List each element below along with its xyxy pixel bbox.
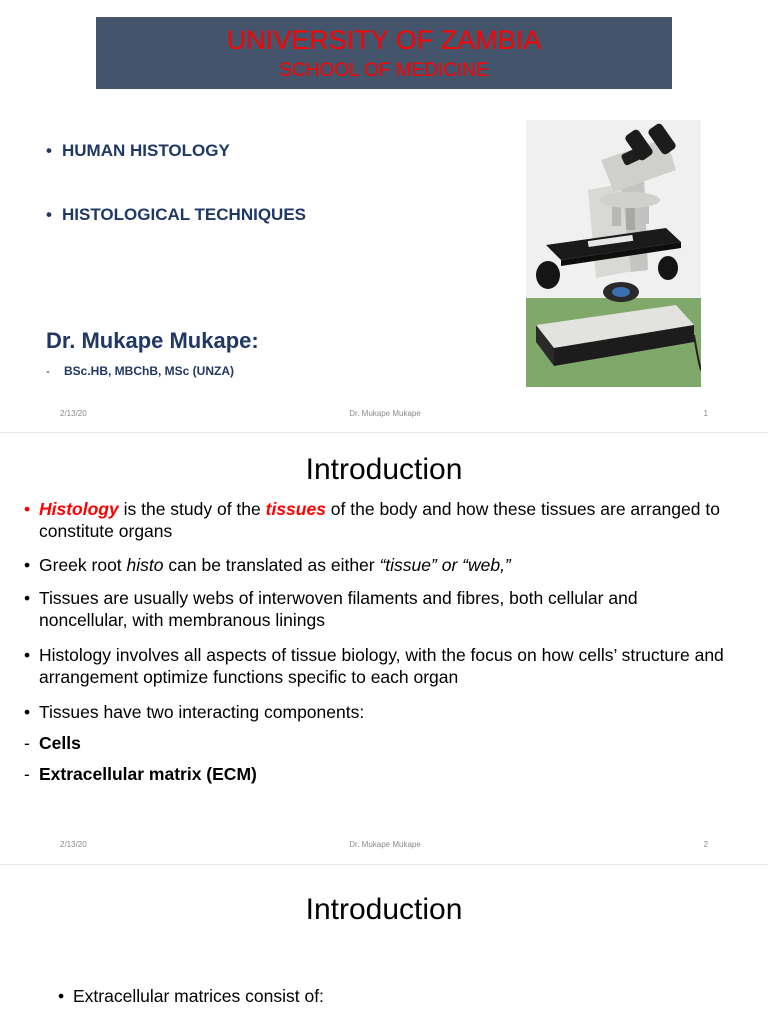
slide-title: Introduction <box>305 893 463 926</box>
footer-date: 2/13/20 <box>60 840 87 849</box>
bullet-histology-definition: • Histology is the study of the tissues of the body and how these tissues are arranged to constitute organs <box>24 499 720 541</box>
term-tissues: tissues <box>265 499 326 519</box>
author-credentials: - BSc.HB, MBChB, MSc (UNZA) <box>46 364 234 378</box>
bullet-human-histology: • HUMAN HISTOLOGY <box>46 141 230 160</box>
footer-date: 2/13/20 <box>60 409 87 418</box>
footer-author: Dr. Mukape Mukape <box>349 409 421 418</box>
slide-title: Introduction <box>305 453 463 486</box>
bullet-greek-root: • Greek root histo can be translated as either “tissue” or “web,” <box>24 555 511 575</box>
bullet-histology-scope: • Histology involves all aspects of tissue biology, with the focus on how cells’ structure and arrangement optimize functions specific to each organ <box>24 645 724 687</box>
microscope-illustration <box>526 120 701 387</box>
footer-page-number: 1 <box>703 409 708 418</box>
dash-cells: - Cells <box>24 733 81 753</box>
slide-1 <box>0 0 768 432</box>
dash-ecm: - Extracellular matrix (ECM) <box>24 764 257 784</box>
bullet-ecm-consist: • Extracellular matrices consist of: <box>58 986 324 1006</box>
microscope-photo <box>526 120 701 387</box>
slide-3 <box>0 864 768 1024</box>
slide-2 <box>0 432 768 864</box>
footer-author: Dr. Mukape Mukape <box>349 840 421 849</box>
term-histology: Histology <box>39 499 119 519</box>
title-banner <box>96 17 672 89</box>
author-name: Dr. Mukape Mukape: <box>46 328 259 353</box>
school-subtitle: SCHOOL OF MEDICINE <box>279 60 489 81</box>
bullet-tissue-webs: • Tissues are usually webs of interwoven filaments and fibres, both cellular and noncellular, with membranous linings <box>24 588 638 630</box>
bullet-two-components: • Tissues have two interacting components: <box>24 702 365 722</box>
footer-page-number: 2 <box>703 840 708 849</box>
bullet-histological-techniques: • HISTOLOGICAL TECHNIQUES <box>46 205 307 224</box>
university-title: UNIVERSITY OF ZAMBIA <box>226 25 542 55</box>
